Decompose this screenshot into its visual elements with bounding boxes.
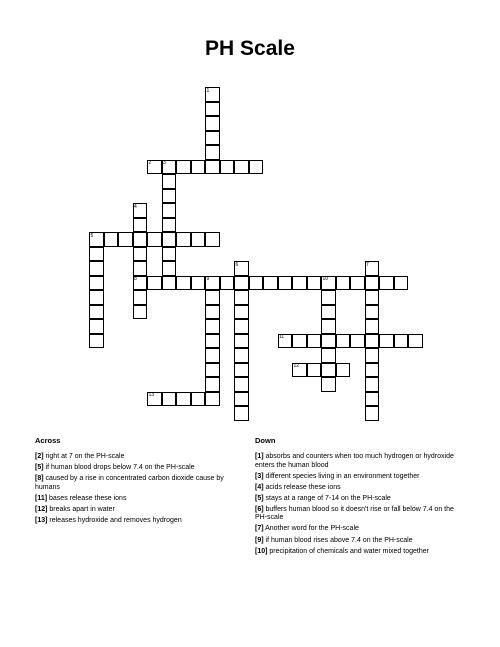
crossword-cell[interactable] bbox=[249, 276, 264, 291]
crossword-cell[interactable] bbox=[321, 290, 336, 305]
crossword-cell[interactable] bbox=[205, 116, 220, 131]
clue-number: [8] bbox=[35, 475, 44, 483]
across-heading: Across bbox=[35, 436, 61, 445]
crossword-cell[interactable] bbox=[365, 305, 380, 320]
clue-number: [5] bbox=[35, 464, 44, 472]
crossword-cell[interactable] bbox=[176, 160, 191, 175]
crossword-cell[interactable] bbox=[205, 290, 220, 305]
crossword-cell[interactable] bbox=[321, 334, 336, 349]
crossword-cell[interactable] bbox=[205, 319, 220, 334]
crossword-cell[interactable] bbox=[89, 334, 104, 349]
clue-number: [2] bbox=[35, 453, 44, 460]
crossword-cell[interactable] bbox=[292, 276, 307, 291]
across-clue bbox=[35, 464, 235, 473]
crossword-cell[interactable] bbox=[234, 290, 249, 305]
clue-number: [7] bbox=[255, 525, 264, 533]
crossword-cell[interactable] bbox=[365, 377, 380, 392]
clue-number-label: 5 bbox=[90, 232, 94, 239]
down-clue bbox=[255, 506, 467, 523]
across-clue-list bbox=[35, 453, 235, 528]
crossword-cell[interactable] bbox=[205, 160, 220, 175]
down-heading: Down bbox=[255, 436, 276, 445]
clue-text: releases hydroxide and removes hydrogen bbox=[49, 516, 182, 524]
clue-text: if human blood drops below 7.4 on the PH-scale bbox=[45, 464, 195, 472]
crossword-cell[interactable] bbox=[176, 232, 191, 247]
crossword-cell[interactable] bbox=[205, 232, 220, 247]
crossword-cell[interactable] bbox=[307, 363, 322, 378]
crossword-cell[interactable] bbox=[162, 174, 177, 189]
crossword-cell[interactable] bbox=[234, 392, 249, 407]
crossword-cell[interactable] bbox=[191, 232, 206, 247]
crossword-cell[interactable] bbox=[365, 363, 380, 378]
clue-number: [13] bbox=[35, 516, 48, 524]
crossword-cell[interactable] bbox=[321, 377, 336, 392]
crossword-cell[interactable] bbox=[234, 348, 249, 363]
crossword-cell[interactable] bbox=[350, 334, 365, 349]
crossword-cell[interactable] bbox=[249, 160, 264, 175]
down-clue bbox=[255, 525, 467, 534]
clue-number-label: 7 bbox=[366, 261, 369, 268]
crossword-cell[interactable] bbox=[365, 406, 380, 421]
crossword-cell[interactable] bbox=[321, 348, 336, 363]
crossword-cell[interactable] bbox=[379, 334, 394, 349]
crossword-cell[interactable] bbox=[263, 276, 278, 291]
clue-text: right at 7 on the PH-scale bbox=[45, 453, 125, 460]
clue-number: [9] bbox=[255, 536, 264, 544]
crossword-cell[interactable] bbox=[162, 189, 177, 204]
crossword-cell[interactable] bbox=[307, 276, 322, 291]
crossword-cell[interactable] bbox=[191, 276, 206, 291]
down-clue-list bbox=[255, 453, 467, 559]
page-title: PH Scale bbox=[205, 37, 295, 60]
clue-number-label: 1 bbox=[206, 87, 210, 94]
crossword-cell[interactable] bbox=[133, 305, 148, 320]
down-clue bbox=[255, 453, 467, 470]
crossword-cell[interactable] bbox=[278, 276, 293, 291]
crossword-cell[interactable] bbox=[321, 363, 336, 378]
crossword-cell[interactable] bbox=[394, 276, 409, 291]
clue-text: stays at a range of 7-14 on the PH-scale bbox=[265, 494, 391, 502]
clue-text: Another word for the PH-scale bbox=[265, 525, 359, 533]
clue-text: caused by a rise in concentrated carbon dioxide cause by humans bbox=[35, 475, 224, 491]
clue-number: [10] bbox=[255, 547, 268, 555]
across-clue bbox=[35, 495, 235, 504]
clue-text: acids release these ions bbox=[265, 483, 341, 491]
crossword-cell[interactable] bbox=[379, 276, 394, 291]
clue-number-label: 4 bbox=[134, 203, 137, 210]
crossword-cell[interactable] bbox=[336, 334, 351, 349]
down-clue bbox=[255, 537, 467, 546]
crossword-cell[interactable] bbox=[408, 334, 423, 349]
crossword-cell[interactable] bbox=[162, 392, 177, 407]
crossword-cell[interactable] bbox=[365, 392, 380, 407]
clue-number-label: 11 bbox=[279, 334, 285, 340]
crossword-cell[interactable] bbox=[205, 131, 220, 146]
crossword-cell[interactable] bbox=[89, 247, 104, 262]
crossword-cell[interactable] bbox=[365, 348, 380, 363]
clue-number: [3] bbox=[255, 472, 264, 480]
crossword-cell[interactable] bbox=[234, 319, 249, 334]
crossword-cell[interactable] bbox=[205, 334, 220, 349]
crossword-cell[interactable] bbox=[321, 319, 336, 334]
crossword-cell[interactable] bbox=[89, 319, 104, 334]
clue-text: precipitation of chemicals and water mixed together bbox=[269, 547, 429, 555]
clue-number-label: 8 bbox=[134, 276, 137, 282]
crossword-cell[interactable] bbox=[307, 334, 322, 349]
clue-text: buffers human blood so it doesn't rise or fall below 7.4 on the PH-scale bbox=[255, 505, 454, 522]
crossword-cell[interactable] bbox=[147, 276, 162, 291]
crossword-cell[interactable] bbox=[365, 276, 380, 291]
crossword-cell[interactable] bbox=[350, 276, 365, 291]
crossword-cell[interactable] bbox=[89, 276, 104, 291]
crossword-cell[interactable] bbox=[205, 145, 220, 160]
crossword-cell[interactable] bbox=[205, 377, 220, 392]
clue-number-label: 10 bbox=[322, 276, 329, 282]
across-clue bbox=[35, 453, 235, 462]
down-clue bbox=[255, 473, 467, 482]
crossword-cell[interactable] bbox=[191, 392, 206, 407]
clue-number-label: 2 bbox=[148, 160, 152, 166]
crossword-cell[interactable] bbox=[162, 261, 177, 276]
across-clue bbox=[35, 506, 235, 515]
across-clue bbox=[35, 517, 235, 526]
crossword-cell[interactable] bbox=[234, 334, 249, 349]
crossword-cell[interactable] bbox=[191, 160, 206, 175]
crossword-cell[interactable] bbox=[234, 377, 249, 392]
clue-number: [4] bbox=[255, 483, 264, 491]
clue-number: [11] bbox=[35, 494, 48, 502]
crossword-cell[interactable] bbox=[176, 276, 191, 291]
crossword-cell[interactable] bbox=[234, 406, 249, 421]
crossword-cell[interactable] bbox=[220, 160, 235, 175]
crossword-cell[interactable] bbox=[234, 160, 249, 175]
clue-number-label: 6 bbox=[235, 261, 239, 268]
crossword-cell[interactable] bbox=[104, 232, 119, 247]
crossword-cell[interactable] bbox=[365, 334, 380, 349]
crossword-cell[interactable] bbox=[205, 363, 220, 378]
crossword-cell[interactable] bbox=[162, 218, 177, 233]
crossword-cell[interactable] bbox=[147, 232, 162, 247]
crossword-cell[interactable] bbox=[133, 218, 148, 233]
crossword-cell[interactable] bbox=[234, 276, 249, 291]
crossword-cell[interactable] bbox=[365, 290, 380, 305]
crossword-cell[interactable] bbox=[162, 276, 177, 291]
crossword-cell[interactable] bbox=[162, 247, 177, 262]
crossword-cell[interactable] bbox=[162, 232, 177, 247]
crossword-cell[interactable] bbox=[89, 305, 104, 320]
crossword-cell[interactable] bbox=[365, 319, 380, 334]
crossword-cell[interactable] bbox=[220, 276, 235, 291]
clue-text: if human blood rises above 7.4 on the PH-scale bbox=[265, 536, 413, 544]
crossword-cell[interactable] bbox=[89, 261, 104, 276]
crossword-cell[interactable] bbox=[118, 232, 133, 247]
down-clue bbox=[255, 548, 467, 557]
crossword-cell[interactable] bbox=[133, 261, 148, 276]
crossword-cell[interactable] bbox=[336, 363, 351, 378]
clue-text: absorbs and counters when too much hydrogen or hydroxide enters the human blood bbox=[255, 453, 454, 469]
crossword-cell[interactable] bbox=[205, 392, 220, 407]
crossword-cell[interactable] bbox=[162, 203, 177, 218]
across-clue bbox=[35, 475, 235, 492]
clue-number: [6] bbox=[255, 505, 264, 513]
crossword-cell[interactable] bbox=[292, 334, 307, 349]
crossword-cell[interactable] bbox=[394, 334, 409, 349]
crossword-cell[interactable] bbox=[133, 290, 148, 305]
clue-text: breaks apart in water bbox=[49, 505, 115, 513]
crossword-cell[interactable] bbox=[133, 247, 148, 262]
clue-number-label: 3 bbox=[163, 160, 166, 166]
clue-number-label: 9 bbox=[206, 276, 210, 282]
crossword-cell[interactable] bbox=[205, 305, 220, 320]
crossword-cell[interactable] bbox=[133, 232, 148, 247]
clue-number: [5] bbox=[255, 494, 264, 502]
crossword-cell[interactable] bbox=[234, 305, 249, 320]
clue-number: [12] bbox=[35, 505, 48, 513]
clue-number-label: 13 bbox=[148, 392, 155, 398]
clue-number-label: 12 bbox=[293, 363, 300, 369]
crossword-cell[interactable] bbox=[234, 363, 249, 378]
crossword-cell[interactable] bbox=[321, 305, 336, 320]
crossword-cell[interactable] bbox=[89, 290, 104, 305]
clue-text: different species living in an environment together bbox=[265, 472, 420, 480]
crossword-cell[interactable] bbox=[205, 102, 220, 117]
crossword-cell[interactable] bbox=[205, 348, 220, 363]
crossword-cell[interactable] bbox=[176, 392, 191, 407]
down-clue bbox=[255, 495, 467, 504]
down-clue bbox=[255, 484, 467, 493]
clue-text: bases release these ions bbox=[49, 494, 127, 502]
clue-number: [1] bbox=[255, 453, 264, 460]
crossword-cell[interactable] bbox=[336, 276, 351, 291]
